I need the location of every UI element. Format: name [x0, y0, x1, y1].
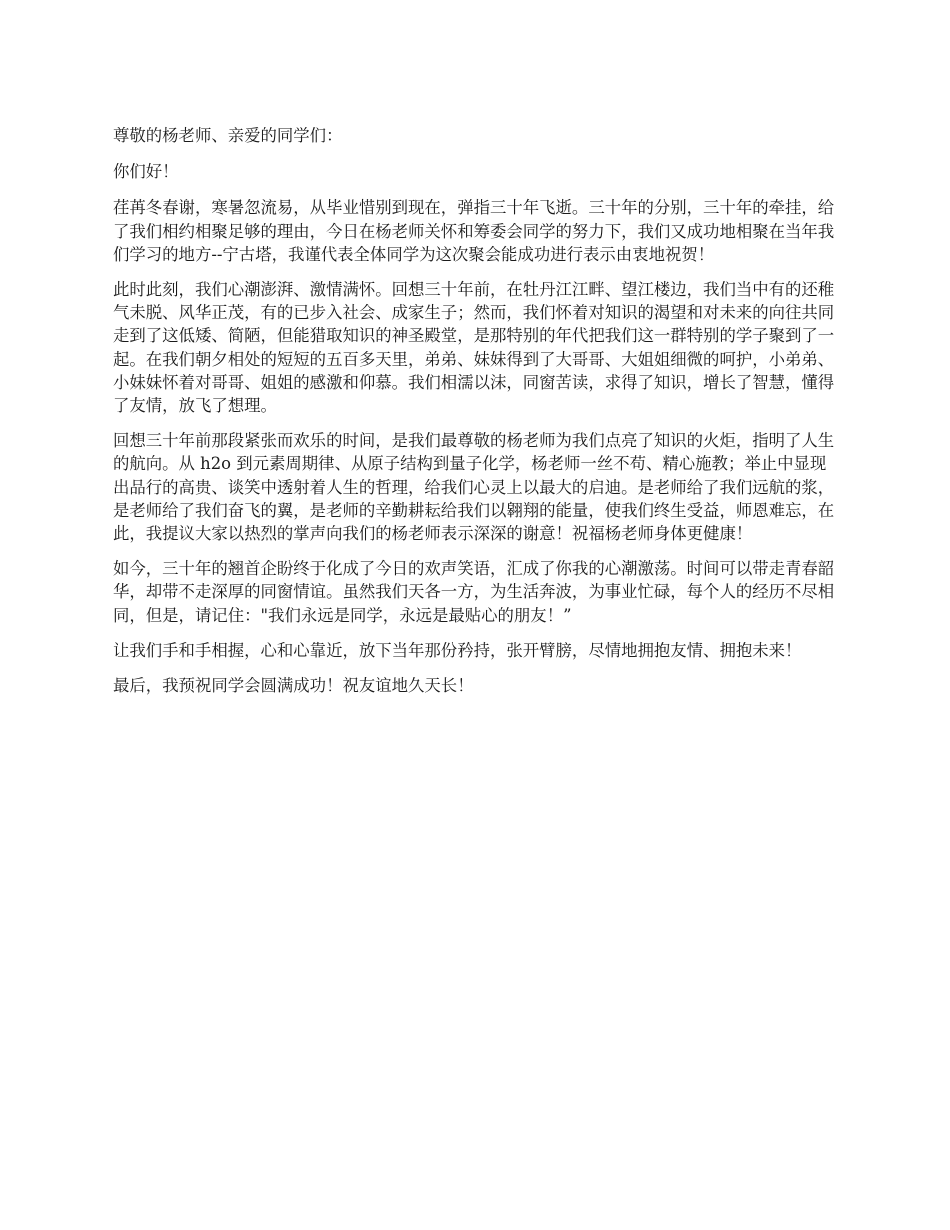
paragraph-memories: 此时此刻，我们心潮澎湃、激情满怀。回想三十年前，在牡丹江江畔、望江楼边，我们当中有的还稚气未脱、风华正茂，有的已步入社会、成家生子；然而，我们怀着对知识的渴望和对未来的向往共同走到了这低矮、简陋，但能猎取知识的神圣殿堂，是那特别的年代把我们这一群特别的学子聚到了一起。在我们朝夕相处的短短的五百多天里，弟弟、妹妹得到了大哥哥、大姐姐细微的呵护，小弟弟、小妹妹怀着对哥哥、姐姐的感激和仰慕。我们相濡以沫，同窗苦读，求得了知识，增长了智慧，懂得了友情，放飞了想理。 [113, 280, 835, 416]
paragraph-teacher-thanks: 回想三十年前那段紧张而欢乐的时间，是我们最尊敬的杨老师为我们点亮了知识的火炬，指明了人生的航向。从 h2o 到元素周期律、从原子结构到量子化学，杨老师一丝不苟、精心施教；举止中显现出品行的高贵、谈笑中透射着人生的哲理，给我们心灵上以最大的启迪。是老师给了我们远航的浆，是老师给了我们奋飞的翼，是老师的辛勤耕耘给我们以翱翔的能量，使我们终生受益，师恩难忘，在此，我提议大家以热烈的掌声向我们的杨老师表示深深的谢意！祝福杨老师身体更健康！ [113, 431, 835, 544]
paragraph-embrace-future: 让我们手和手相握，心和心靠近，放下当年那份矜持，张开臂膀，尽情地拥抱友情、拥抱未来！ [113, 640, 802, 660]
paragraph-friendship: 如今，三十年的翘首企盼终于化成了今日的欢声笑语，汇成了你我的心潮激荡。时间可以带走青春韶华，却带不走深厚的同窗情谊。虽然我们天各一方，为生活奔波，为事业忙碌，每个人的经历不尽相同，但是，请记住："我们永远是同学，永远是最贴心的朋友！” [113, 559, 835, 625]
paragraph-closing-wish: 最后，我预祝同学会圆满成功！祝友谊地久天长！ [113, 676, 474, 696]
salutation: 尊敬的杨老师、亲爱的同学们： [113, 126, 343, 145]
greeting: 你们好！ [113, 162, 179, 182]
document-body [113, 124, 841, 709]
paragraph-reunion-opening: 荏苒冬春谢，寒暑忽流易，从毕业惜别到现在，弹指三十年飞逝。三十年的分别，三十年的牵挂，给了我们相约相聚足够的理由，今日在杨老师关怀和筹委会同学的努力下，我们又成功地相聚在当年我们学习的地方--宁古塔，我谨代表全体同学为这次聚会能成功进行表示由衷地祝贺！ [113, 198, 835, 264]
